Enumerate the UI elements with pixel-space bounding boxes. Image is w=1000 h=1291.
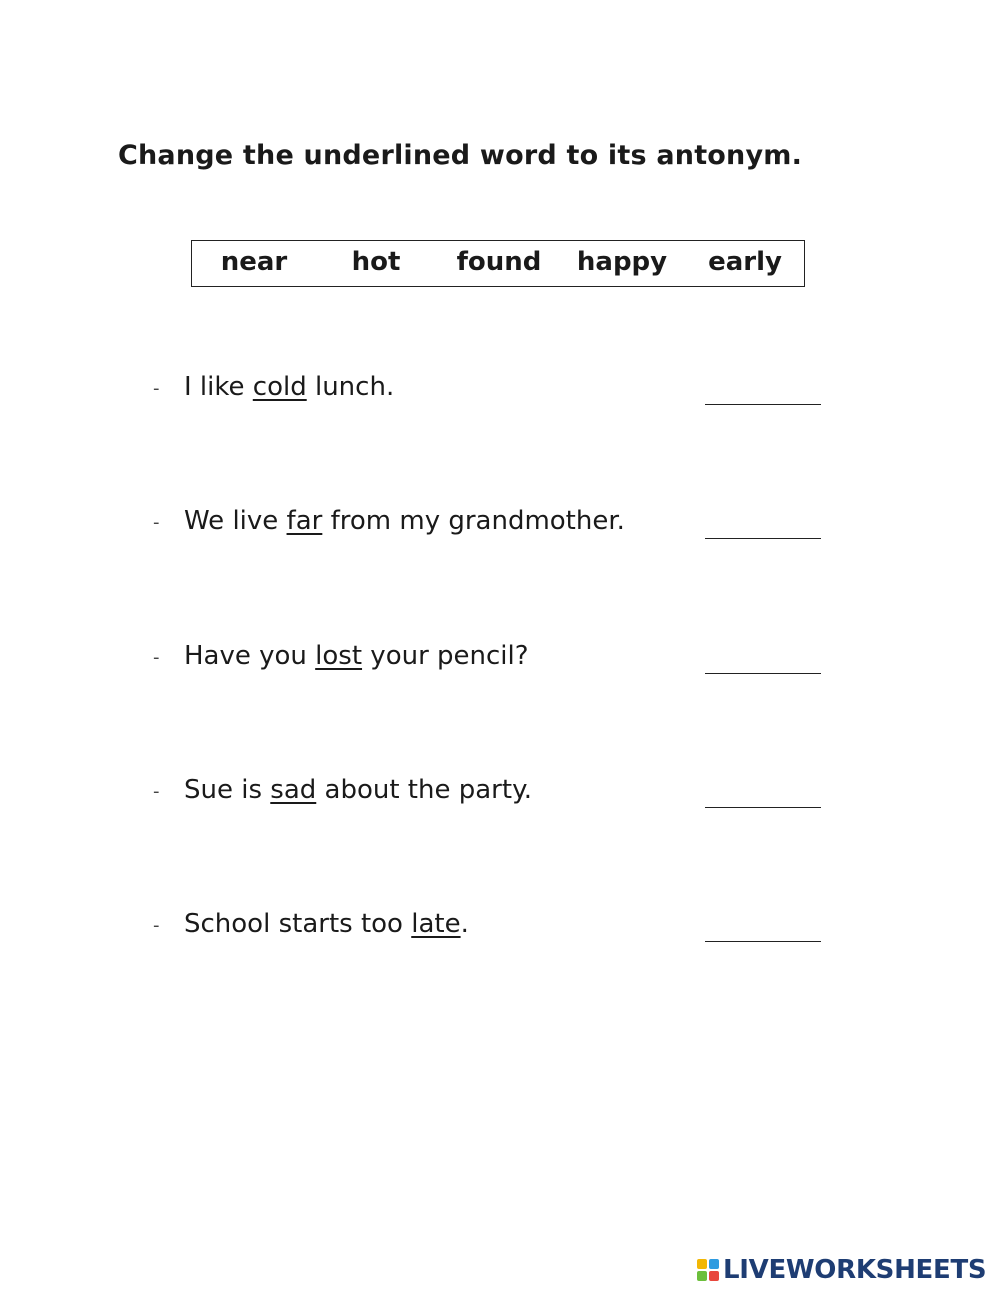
answer-blank[interactable] bbox=[705, 404, 821, 405]
question-sentence bbox=[184, 372, 394, 402]
logo-text: LIVEWORKSHEETS bbox=[723, 1255, 987, 1285]
question-sentence bbox=[184, 641, 529, 671]
bullet-dash: - bbox=[153, 512, 160, 533]
logo-square bbox=[697, 1259, 707, 1269]
sentence-start: School starts too bbox=[184, 909, 412, 939]
question-row bbox=[0, 641, 1000, 681]
sentence-start: I like bbox=[184, 372, 253, 402]
question-row bbox=[0, 372, 1000, 412]
answer-blank[interactable] bbox=[705, 941, 821, 942]
underlined-word: sad bbox=[270, 775, 317, 805]
sentence-start: Have you bbox=[184, 641, 316, 671]
underlined-word: cold bbox=[252, 372, 307, 402]
underlined-word: lost bbox=[315, 641, 363, 671]
answer-blank[interactable] bbox=[705, 538, 821, 539]
question-sentence bbox=[184, 775, 532, 805]
answer-blank[interactable] bbox=[705, 673, 821, 674]
logo-square bbox=[709, 1259, 719, 1269]
logo-square bbox=[709, 1271, 719, 1281]
sentence-end: . bbox=[460, 909, 469, 939]
sentence-end: lunch. bbox=[306, 372, 395, 402]
sentence-start: We live bbox=[184, 506, 287, 536]
liveworksheets-logo bbox=[697, 1254, 986, 1286]
word-bank-item: early bbox=[708, 247, 782, 277]
bullet-dash: - bbox=[153, 915, 160, 936]
underlined-word: late bbox=[411, 909, 461, 939]
question-row bbox=[0, 775, 1000, 815]
word-bank-item: happy bbox=[576, 247, 668, 277]
question-sentence bbox=[184, 506, 625, 536]
word-bank-box bbox=[191, 240, 805, 287]
underlined-word: far bbox=[286, 506, 323, 536]
logo-squares-icon bbox=[697, 1259, 719, 1281]
logo-square bbox=[697, 1271, 707, 1281]
word-bank-item: found bbox=[456, 247, 542, 277]
answer-blank[interactable] bbox=[705, 807, 821, 808]
bullet-dash: - bbox=[153, 781, 160, 802]
bullet-dash: - bbox=[153, 647, 160, 668]
bullet-dash: - bbox=[153, 378, 160, 399]
question-row bbox=[0, 506, 1000, 546]
question-row bbox=[0, 909, 1000, 949]
word-bank-item: hot bbox=[351, 247, 401, 277]
sentence-start: Sue is bbox=[184, 775, 271, 805]
instruction-heading: Change the underlined word to its antonym. bbox=[118, 140, 803, 171]
word-bank-item: near bbox=[220, 247, 288, 277]
question-sentence bbox=[184, 909, 469, 939]
sentence-end: from my grandmother. bbox=[322, 506, 625, 536]
sentence-end: your pencil? bbox=[362, 641, 529, 671]
sentence-end: about the party. bbox=[316, 775, 533, 805]
